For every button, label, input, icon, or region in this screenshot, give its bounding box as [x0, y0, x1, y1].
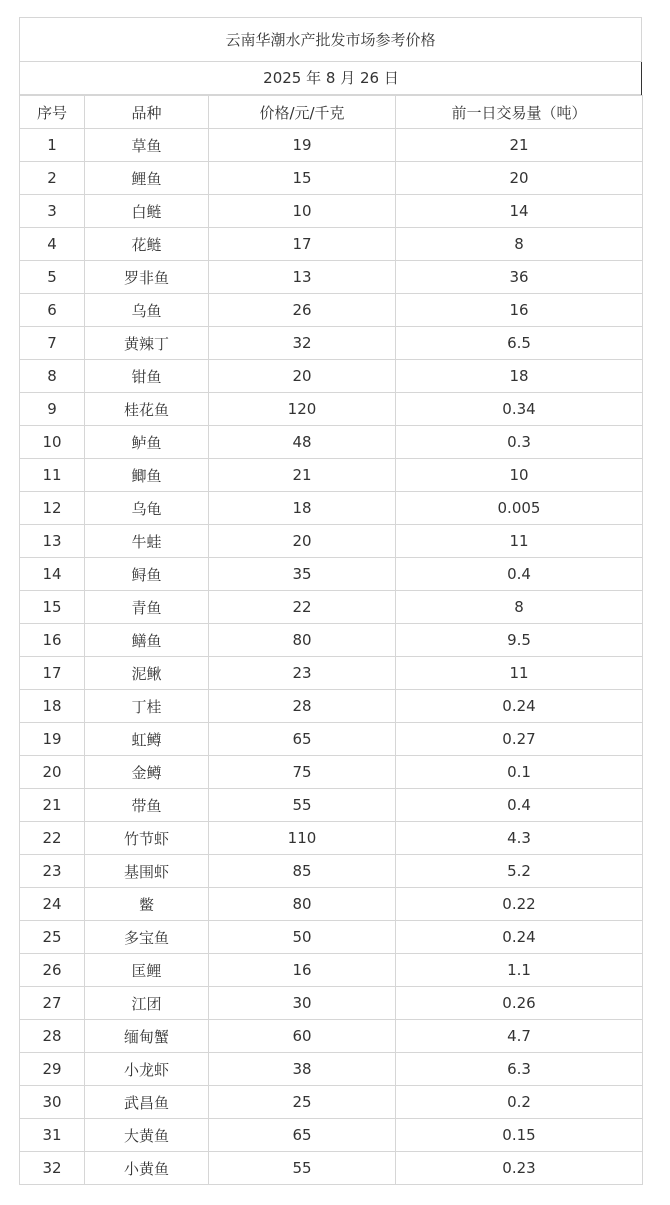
cell-price: 65 [209, 723, 396, 756]
cell-index: 31 [20, 1119, 85, 1152]
cell-variety: 武昌鱼 [85, 1086, 209, 1119]
price-table [19, 95, 643, 1185]
cell-variety: 金鳟 [85, 756, 209, 789]
cell-volume: 0.15 [396, 1119, 643, 1152]
cell-variety: 鲤鱼 [85, 162, 209, 195]
cell-variety: 鳝鱼 [85, 624, 209, 657]
cell-price: 48 [209, 426, 396, 459]
table-row [20, 723, 643, 756]
cell-index: 23 [20, 855, 85, 888]
table-row [20, 690, 643, 723]
cell-variety: 小黄鱼 [85, 1152, 209, 1185]
cell-index: 13 [20, 525, 85, 558]
cell-variety: 丁桂 [85, 690, 209, 723]
cell-volume: 20 [396, 162, 643, 195]
cell-index: 18 [20, 690, 85, 723]
table-row [20, 492, 643, 525]
cell-index: 26 [20, 954, 85, 987]
table-row [20, 525, 643, 558]
table-row [20, 195, 643, 228]
table-row [20, 855, 643, 888]
cell-volume: 14 [396, 195, 643, 228]
cell-index: 1 [20, 129, 85, 162]
cell-index: 4 [20, 228, 85, 261]
cell-price: 110 [209, 822, 396, 855]
table-row [20, 624, 643, 657]
cell-volume: 0.26 [396, 987, 643, 1020]
cell-index: 7 [20, 327, 85, 360]
cell-volume: 11 [396, 525, 643, 558]
cell-variety: 大黄鱼 [85, 1119, 209, 1152]
cell-price: 120 [209, 393, 396, 426]
table-row [20, 789, 643, 822]
table-row [20, 228, 643, 261]
cell-index: 27 [20, 987, 85, 1020]
table-row [20, 888, 643, 921]
table-row [20, 558, 643, 591]
date-text: 2025 年 8 月 26 日 [263, 69, 399, 87]
cell-variety: 鲈鱼 [85, 426, 209, 459]
cell-price: 19 [209, 129, 396, 162]
cell-price: 38 [209, 1053, 396, 1086]
cell-index: 20 [20, 756, 85, 789]
cell-index: 15 [20, 591, 85, 624]
cell-variety: 缅甸蟹 [85, 1020, 209, 1053]
cell-variety: 乌鱼 [85, 294, 209, 327]
table-row [20, 360, 643, 393]
table-row [20, 1119, 643, 1152]
cell-variety: 匡鲤 [85, 954, 209, 987]
cell-price: 32 [209, 327, 396, 360]
cell-price: 23 [209, 657, 396, 690]
cell-variety: 基围虾 [85, 855, 209, 888]
table-row [20, 954, 643, 987]
table-row [20, 129, 643, 162]
table-row [20, 426, 643, 459]
cell-index: 9 [20, 393, 85, 426]
cell-index: 19 [20, 723, 85, 756]
table-row [20, 591, 643, 624]
cell-price: 80 [209, 888, 396, 921]
table-row [20, 459, 643, 492]
cell-price: 15 [209, 162, 396, 195]
cell-index: 2 [20, 162, 85, 195]
cell-index: 3 [20, 195, 85, 228]
cell-volume: 16 [396, 294, 643, 327]
cell-variety: 鲫鱼 [85, 459, 209, 492]
cell-variety: 白鲢 [85, 195, 209, 228]
cell-volume: 0.27 [396, 723, 643, 756]
cell-volume: 8 [396, 591, 643, 624]
cell-variety: 带鱼 [85, 789, 209, 822]
cell-index: 10 [20, 426, 85, 459]
table-row [20, 1053, 643, 1086]
cell-volume: 8 [396, 228, 643, 261]
header-row [20, 96, 643, 129]
cell-index: 21 [20, 789, 85, 822]
cell-volume: 9.5 [396, 624, 643, 657]
table-row [20, 327, 643, 360]
cell-volume: 0.2 [396, 1086, 643, 1119]
header-index: 序号 [20, 96, 85, 129]
cell-index: 25 [20, 921, 85, 954]
cell-price: 60 [209, 1020, 396, 1053]
cell-price: 26 [209, 294, 396, 327]
cell-index: 11 [20, 459, 85, 492]
cell-volume: 4.7 [396, 1020, 643, 1053]
cell-price: 21 [209, 459, 396, 492]
cell-price: 17 [209, 228, 396, 261]
cell-cursor-edge [641, 62, 642, 95]
cell-variety: 青鱼 [85, 591, 209, 624]
price-sheet [19, 17, 642, 1185]
cell-price: 85 [209, 855, 396, 888]
cell-variety: 多宝鱼 [85, 921, 209, 954]
cell-variety: 小龙虾 [85, 1053, 209, 1086]
cell-volume: 6.3 [396, 1053, 643, 1086]
cell-variety: 钳鱼 [85, 360, 209, 393]
cell-index: 28 [20, 1020, 85, 1053]
cell-volume: 0.34 [396, 393, 643, 426]
cell-price: 30 [209, 987, 396, 1020]
header-volume: 前一日交易量（吨） [396, 96, 643, 129]
cell-price: 75 [209, 756, 396, 789]
header-variety: 品种 [85, 96, 209, 129]
table-date [19, 62, 642, 95]
cell-price: 28 [209, 690, 396, 723]
cell-volume: 21 [396, 129, 643, 162]
cell-index: 8 [20, 360, 85, 393]
cell-volume: 0.24 [396, 921, 643, 954]
table-row [20, 987, 643, 1020]
cell-price: 20 [209, 360, 396, 393]
cell-volume: 0.005 [396, 492, 643, 525]
cell-volume: 0.4 [396, 558, 643, 591]
cell-volume: 0.24 [396, 690, 643, 723]
table-row [20, 261, 643, 294]
cell-index: 5 [20, 261, 85, 294]
table-row [20, 1152, 643, 1185]
cell-index: 17 [20, 657, 85, 690]
cell-variety: 鲟鱼 [85, 558, 209, 591]
table-row [20, 756, 643, 789]
cell-index: 22 [20, 822, 85, 855]
cell-price: 16 [209, 954, 396, 987]
cell-variety: 乌龟 [85, 492, 209, 525]
cell-variety: 黄辣丁 [85, 327, 209, 360]
cell-price: 65 [209, 1119, 396, 1152]
table-row [20, 294, 643, 327]
table-body [20, 129, 643, 1185]
table-row [20, 1086, 643, 1119]
cell-volume: 0.4 [396, 789, 643, 822]
cell-volume: 10 [396, 459, 643, 492]
cell-price: 10 [209, 195, 396, 228]
table-row [20, 162, 643, 195]
cell-price: 20 [209, 525, 396, 558]
cell-volume: 5.2 [396, 855, 643, 888]
cell-volume: 1.1 [396, 954, 643, 987]
cell-price: 55 [209, 1152, 396, 1185]
cell-price: 50 [209, 921, 396, 954]
header-price: 价格/元/千克 [209, 96, 396, 129]
cell-volume: 6.5 [396, 327, 643, 360]
cell-price: 80 [209, 624, 396, 657]
cell-variety: 泥鳅 [85, 657, 209, 690]
cell-variety: 竹节虾 [85, 822, 209, 855]
cell-variety: 鳖 [85, 888, 209, 921]
cell-price: 25 [209, 1086, 396, 1119]
cell-variety: 花鲢 [85, 228, 209, 261]
table-row [20, 657, 643, 690]
cell-variety: 草鱼 [85, 129, 209, 162]
cell-index: 29 [20, 1053, 85, 1086]
cell-index: 32 [20, 1152, 85, 1185]
cell-variety: 虹鳟 [85, 723, 209, 756]
cell-volume: 0.22 [396, 888, 643, 921]
table-title: 云南华潮水产批发市场参考价格 [19, 17, 642, 62]
cell-variety: 桂花鱼 [85, 393, 209, 426]
cell-price: 55 [209, 789, 396, 822]
cell-index: 30 [20, 1086, 85, 1119]
table-row [20, 1020, 643, 1053]
cell-variety: 罗非鱼 [85, 261, 209, 294]
cell-price: 13 [209, 261, 396, 294]
cell-volume: 0.1 [396, 756, 643, 789]
cell-variety: 江团 [85, 987, 209, 1020]
cell-volume: 36 [396, 261, 643, 294]
cell-volume: 18 [396, 360, 643, 393]
cell-index: 6 [20, 294, 85, 327]
cell-index: 24 [20, 888, 85, 921]
cell-index: 14 [20, 558, 85, 591]
table-row [20, 921, 643, 954]
cell-index: 12 [20, 492, 85, 525]
cell-volume: 11 [396, 657, 643, 690]
cell-index: 16 [20, 624, 85, 657]
cell-price: 18 [209, 492, 396, 525]
cell-volume: 4.3 [396, 822, 643, 855]
cell-volume: 0.3 [396, 426, 643, 459]
cell-price: 35 [209, 558, 396, 591]
cell-price: 22 [209, 591, 396, 624]
cell-variety: 牛蛙 [85, 525, 209, 558]
table-row [20, 393, 643, 426]
cell-volume: 0.23 [396, 1152, 643, 1185]
table-row [20, 822, 643, 855]
